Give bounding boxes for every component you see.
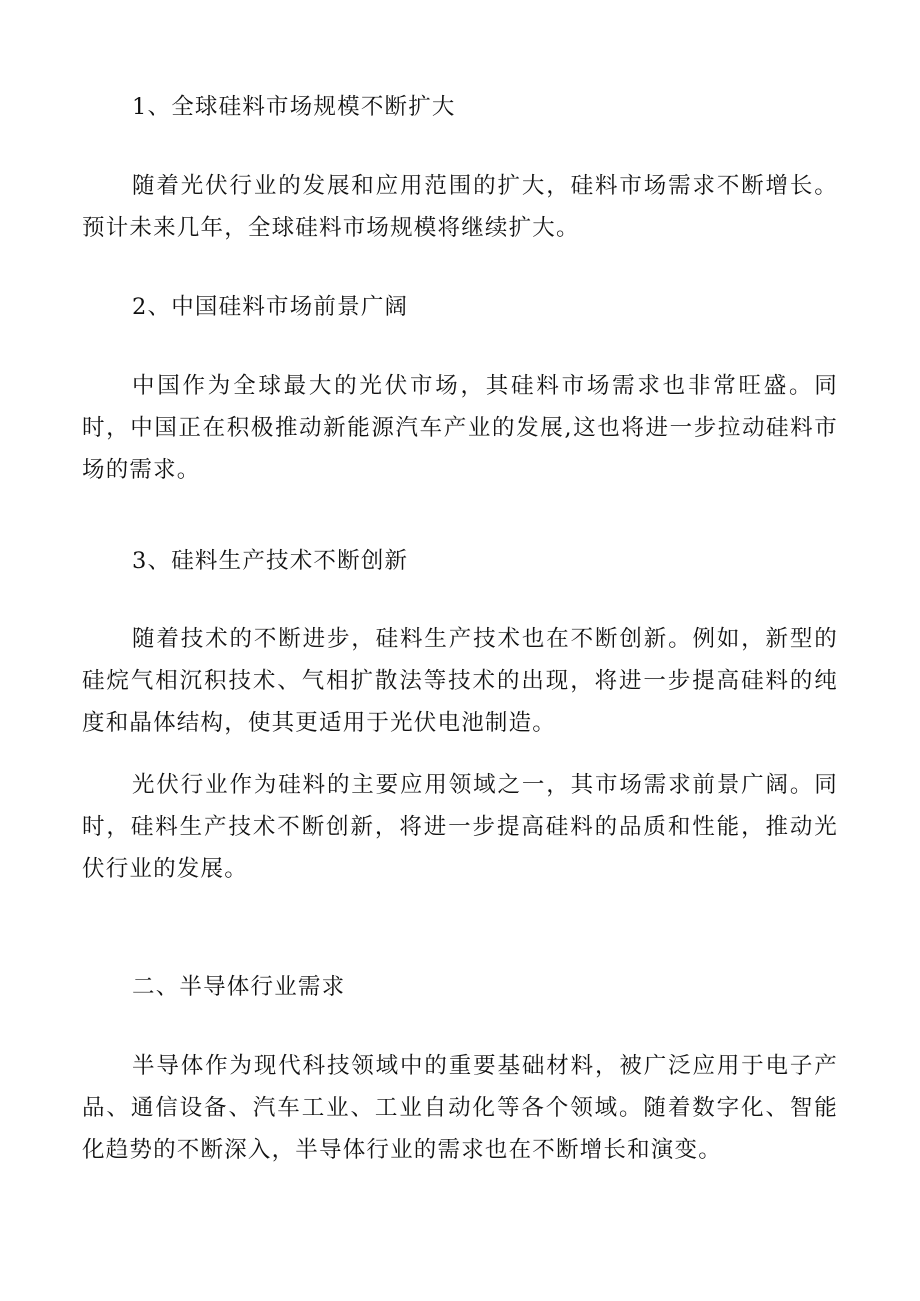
chapter-heading: 二、半导体行业需求 bbox=[132, 974, 346, 1000]
paragraph-4: 光伏行业作为硅料的主要应用领域之一，其市场需求前景广阔。同时，硅料生产技术不断创新，将进一步提高硅料的品质和性能，推动光伏行业的发展。 bbox=[82, 772, 838, 882]
section-heading-1: 1、全球硅料市场规模不断扩大 bbox=[132, 94, 456, 120]
section-heading-2: 2、中国硅料市场前景广阔 bbox=[132, 294, 409, 320]
paragraph-5: 半导体作为现代科技领域中的重要基础材料，被广泛应用于电子产品、通信设备、汽车工业、工业自动化等各个领域。随着数字化、智能化趋势的不断深入，半导体行业的需求也在不断增长和演变。 bbox=[82, 1053, 838, 1163]
paragraph-3: 随着技术的不断进步，硅料生产技术也在不断创新。例如，新型的硅烷气相沉积技术、气相扩散法等技术的出现，将进一步提高硅料的纯度和晶体结构，使其更适用于光伏电池制造。 bbox=[82, 626, 838, 736]
section-heading-3: 3、硅料生产技术不断创新 bbox=[132, 548, 409, 574]
paragraph-1: 随着光伏行业的发展和应用范围的扩大，硅料市场需求不断增长。预计未来几年，全球硅料市场规模将继续扩大。 bbox=[82, 173, 838, 241]
paragraph-2: 中国作为全球最大的光伏市场，其硅料市场需求也非常旺盛。同时，中国正在积极推动新能源汽车产业的发展,这也将进一步拉动硅料市场的需求。 bbox=[82, 373, 838, 483]
